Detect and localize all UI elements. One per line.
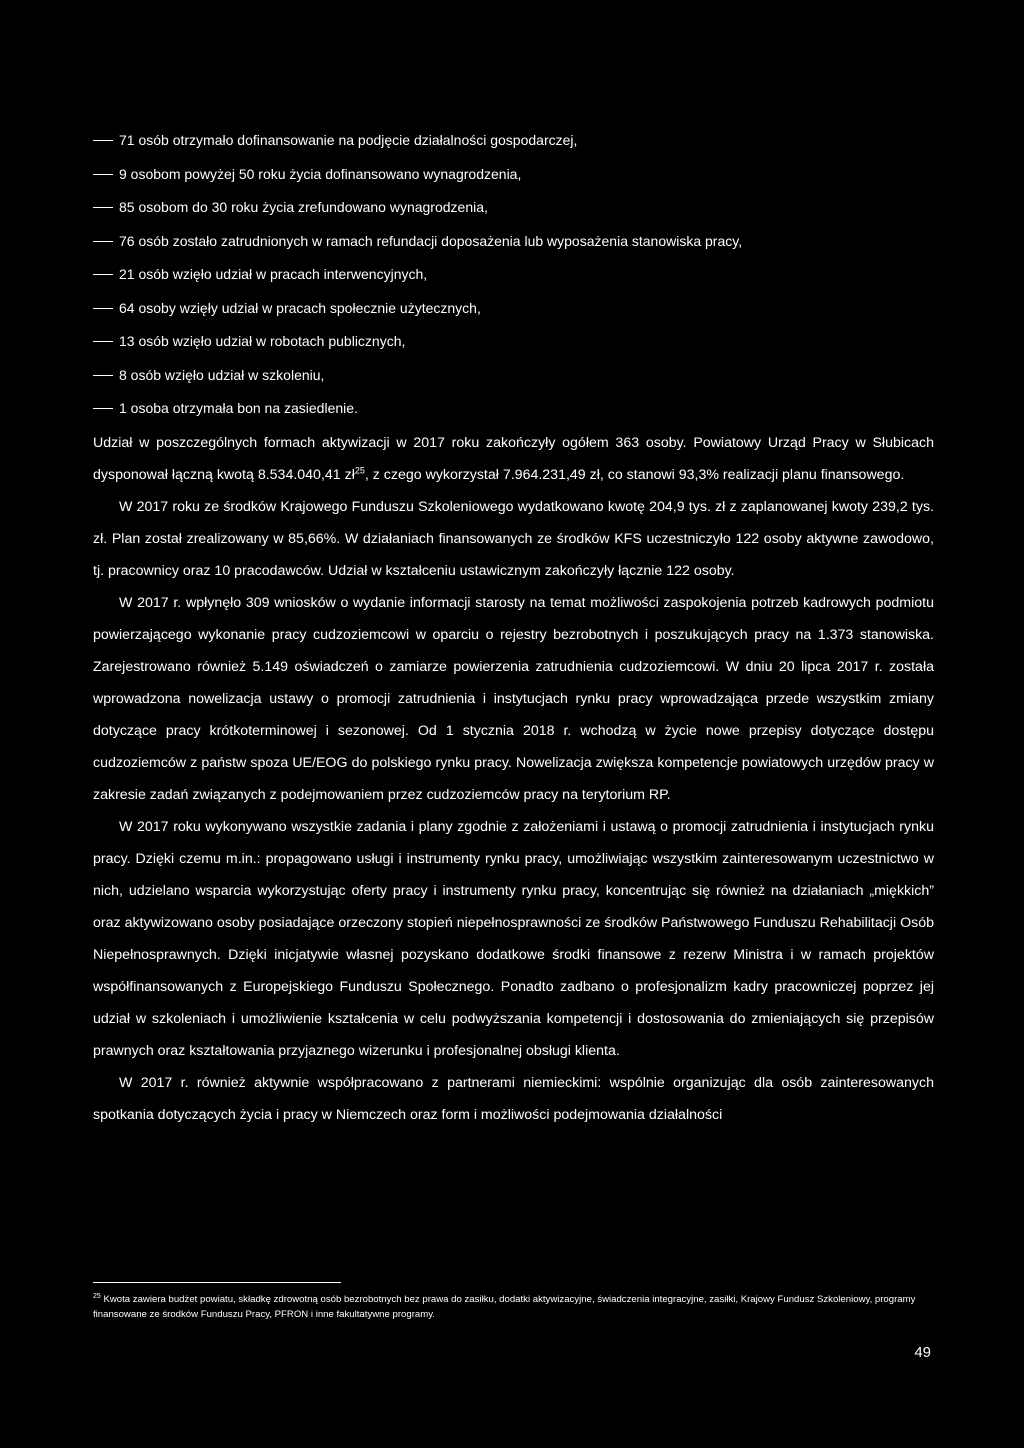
footnote-number: 25: [93, 1292, 101, 1300]
list-item-text: 1 osoba otrzymała bon na zasiedlenie.: [119, 400, 358, 416]
dash-bullet: [93, 140, 113, 141]
footnote: [93, 1292, 938, 1322]
paragraph-text: , z czego wykorzystał 7.964.231,49 zł, co stanowi 93,3% realizacji planu finansowego.: [364, 466, 905, 483]
activation-list: [93, 124, 934, 426]
paragraph-foreigners: W 2017 r. wpłynęło 309 wniosków o wydanie informacji starosty na temat możliwości zaspokojenia potrzeb kadrowych podmiotu powierzającego wykonanie pracy cudzoziemcowi w oparciu o rejestry bezrobotnych i poszukujących pracy na 1.373 stanowiska. Zarejestrowano również 5.149 oświadczeń o zamiarze powierzenia zatrudnienia cudzoziemcowi. W dniu 20 lipca 2017 r. została wprowadzona nowelizacja ustawy o promocji zatrudnienia i instytucjach rynku pracy wprowadzająca przede wszystkim zmiany dotyczące pracy krótkoterminowej i sezonowej. Od 1 stycznia 2018 r. wchodzą w życie nowe przepisy dotyczące dostępu cudzoziemców z państw spoza UE/EOG do polskiego rynku pracy. Nowelizacja zwiększa kompetencje powiatowych urzędów pracy w zakresie zadań związanych z podejmowaniem przez cudzoziemców pracy na terytorium RP.: [93, 594, 934, 803]
list-item: [93, 124, 934, 158]
paragraph-kfs: W 2017 roku ze środków Krajowego Funduszu Szkoleniowego wydatkowano kwotę 204,9 tys. zł z zaplanowanej kwoty 239,2 tys. zł. Plan został zrealizowany w 85,66%. W działaniach finansowanych ze środków KFS uczestniczyło 122 osoby aktywne zawodowo, tj. pracownicy oraz 10 pracodawców. Udział w kształceniu ustawicznym zakończyły łącznie 122 osoby.: [93, 498, 934, 579]
list-item-text: 71 osób otrzymało dofinansowanie na podjęcie działalności gospodarczej,: [119, 132, 578, 148]
dash-bullet: [93, 241, 113, 242]
paragraph-tasks: W 2017 roku wykonywano wszystkie zadania i plany zgodnie z założeniami i ustawą o promocji zatrudnienia i instytucjach rynku pracy. Dzięki czemu m.in.: propagowano usługi i instrumenty rynku pracy, umożliwiając wszystkim zainteresowanym uczestnictwo w nich, udzielano wsparcia wykorzystując oferty pracy i instrumenty rynku pracy, koncentrując się również na działaniach „miękkich” oraz aktywizowano osoby posiadające orzeczony stopień niepełnosprawności ze środków Państwowego Funduszu Rehabilitacji Osób Niepełnosprawnych. Dzięki inicjatywie własnej pozyskano dodatkowe środki finansowe z rezerw Ministra i w ramach projektów współfinansowanych z Europejskiego Funduszu Społecznego. Ponadto zadbano o profesjonalizm kadry pracowniczej poprzez jej udział w szkoleniach i umożliwienie kształcenia w celu podwyższania kompetencji i dostosowania do zmieniających się przepisów prawnych oraz kształtowania przyjaznego wizerunku i profesjonalnej obsługi klienta.: [93, 818, 934, 1059]
paragraph-activation-summary: [93, 427, 934, 491]
paragraph-text: Udział w poszczególnych formach aktywizacji w 2017 roku zakończyły ogółem 363 osoby. Powiatowy Urząd Pracy w Słubicach dysponował łączną kwotą 8.534.040,41 zł: [93, 434, 934, 483]
list-item-text: 21 osób wzięło udział w pracach interwencyjnych,: [119, 266, 428, 282]
list-item-text: 8 osób wzięło udział w szkoleniu,: [119, 366, 325, 383]
dash-bullet: [93, 207, 113, 208]
paragraph-cooperation: W 2017 r. również aktywnie współpracowano z partnerami niemieckimi: wspólnie organizując dla osób zainteresowanych spotkania dotyczących życia i pracy w Niemczech oraz form i możliwości podejmowania działalności: [93, 1074, 934, 1123]
footnote-divider: [93, 1282, 341, 1283]
footnote-reference[interactable]: 25: [354, 464, 365, 475]
list-item-text: 13 osób wzięło udział w robotach publicznych,: [119, 333, 406, 349]
list-item: [93, 191, 934, 225]
dash-bullet: [93, 308, 113, 309]
list-item-text: 76 osób zostało zatrudnionych w ramach refundacji doposażenia lub wyposażenia stanowiska pracy,: [119, 232, 743, 249]
list-item-text: 85 osobom do 30 roku życia zrefundowano wynagrodzenia,: [119, 199, 488, 215]
dash-bullet: [93, 375, 113, 376]
dash-bullet: [93, 174, 113, 175]
list-item: [93, 225, 934, 259]
list-item: [93, 392, 934, 426]
page-number: 49: [914, 1344, 931, 1361]
dash-bullet: [93, 341, 113, 342]
list-item-text: 64 osoby wzięły udział w pracach społecznie użytecznych,: [119, 299, 481, 316]
dash-bullet: [93, 408, 113, 409]
list-item: [93, 292, 934, 326]
list-item-text: 9 osobom powyżej 50 roku życia dofinansowano wynagrodzenia,: [119, 165, 522, 182]
dash-bullet: [93, 274, 113, 275]
footnote-text: Kwota zawiera budżet powiatu, składkę zdrowotną osób bezrobotnych bez prawa do zasiłku, dodatki aktywizacyjne, świadczenia integracyjne, zasiłki, Krajowy Fundusz Szkoleniowy, programy finansowane ze środków Funduszu Pracy, PFRON i inne fakultatywne programy.: [93, 1294, 916, 1320]
list-item: [93, 325, 934, 359]
list-item: [93, 359, 934, 393]
list-item: [93, 258, 934, 292]
page-content: [93, 124, 934, 1131]
list-item: [93, 158, 934, 192]
